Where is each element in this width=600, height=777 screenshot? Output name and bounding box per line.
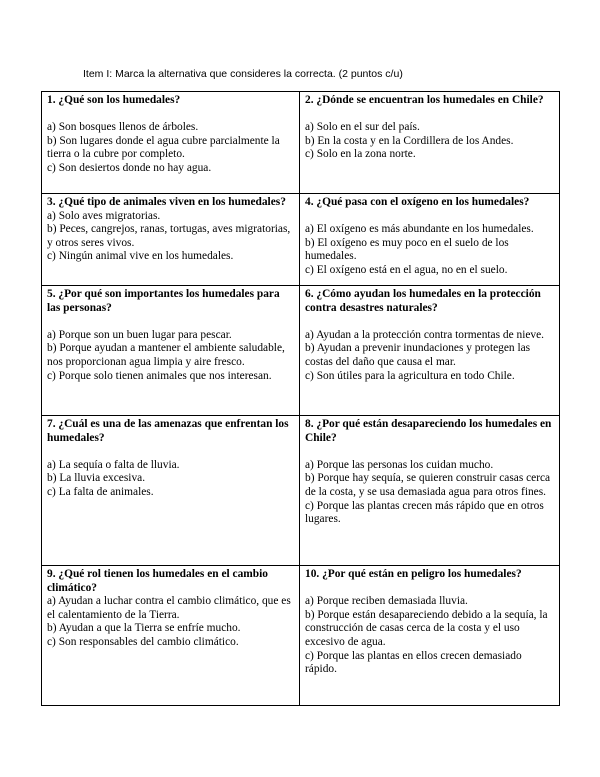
question-cell-9 bbox=[42, 566, 300, 706]
quiz-table bbox=[41, 91, 560, 706]
option-a[interactable]: a) Ayudan a la protección contra tormentas de nieve. bbox=[305, 328, 545, 341]
question-title: 9. ¿Qué rol tienen los humedales en el cambio climático? bbox=[47, 568, 268, 594]
option-b[interactable]: b) Son lugares donde el agua cubre parcialmente la tierra o la cubre por completo. bbox=[47, 134, 280, 161]
option-c[interactable]: c) Ningún animal vive en los humedales. bbox=[47, 250, 234, 263]
option-a[interactable]: a) Porque las personas los cuidan mucho. bbox=[305, 458, 494, 471]
option-b[interactable]: b) Peces, cangrejos, ranas, tortugas, aves migratorias, y otros seres vivos. bbox=[47, 223, 291, 249]
question-title: 7. ¿Cuál es una de las amenazas que enfrentan los humedales? bbox=[47, 418, 289, 444]
question-title: 6. ¿Cómo ayudan los humedales en la protección contra desastres naturales? bbox=[305, 288, 541, 314]
question-cell-1 bbox=[42, 92, 300, 194]
question-cell-6 bbox=[300, 286, 560, 416]
option-c[interactable]: c) Porque las plantas crecen más rápido que en otros lugares. bbox=[305, 499, 544, 526]
option-c[interactable]: c) Son útiles para la agricultura en todo Chile. bbox=[305, 369, 515, 382]
question-title: 4. ¿Qué pasa con el oxígeno en los humedales? bbox=[305, 196, 530, 208]
question-title: 8. ¿Por qué están desapareciendo los humedales en Chile? bbox=[305, 418, 552, 444]
table-row bbox=[42, 416, 560, 566]
option-a[interactable]: a) Solo aves migratorias. bbox=[47, 209, 161, 222]
table-row bbox=[42, 194, 560, 286]
option-a[interactable]: a) Solo en el sur del país. bbox=[305, 121, 420, 134]
question-title: 5. ¿Por qué son importantes los humedales para las personas? bbox=[47, 288, 280, 314]
option-c[interactable]: c) Porque las plantas en ellos crecen demasiado rápido. bbox=[305, 649, 522, 676]
option-c[interactable]: c) Son desiertos donde no hay agua. bbox=[47, 161, 212, 174]
option-b[interactable]: b) En la costa y en la Cordillera de los Andes. bbox=[305, 134, 514, 147]
option-b[interactable]: b) Ayudan a que la Tierra se enfríe mucho. bbox=[47, 622, 241, 635]
question-cell-8 bbox=[300, 416, 560, 566]
option-c[interactable]: c) Solo en la zona norte. bbox=[305, 148, 416, 161]
option-a[interactable]: a) El oxígeno es más abundante en los humedales. bbox=[305, 223, 534, 236]
question-title: 10. ¿Por qué están en peligro los humedales? bbox=[305, 568, 522, 580]
question-title: 1. ¿Qué son los humedales? bbox=[47, 94, 181, 106]
question-cell-2 bbox=[300, 92, 560, 194]
question-cell-3 bbox=[42, 194, 300, 286]
option-a[interactable]: a) Ayudan a luchar contra el cambio climático, que es el calentamiento de la Tierra. bbox=[47, 595, 291, 621]
question-title: 3. ¿Qué tipo de animales viven en los humedales? bbox=[47, 196, 286, 208]
option-c[interactable]: c) El oxígeno está en el agua, no en el suelo. bbox=[305, 263, 508, 276]
question-cell-10 bbox=[300, 566, 560, 706]
option-b[interactable]: b) La lluvia excesiva. bbox=[47, 472, 146, 485]
option-c[interactable]: c) La falta de animales. bbox=[47, 485, 154, 498]
table-row bbox=[42, 92, 560, 194]
option-a[interactable]: a) Porque reciben demasiada lluvia. bbox=[305, 595, 468, 608]
option-c[interactable]: c) Son responsables del cambio climático. bbox=[47, 635, 239, 648]
option-a[interactable]: a) Son bosques llenos de árboles. bbox=[47, 121, 199, 134]
option-b[interactable]: b) Porque están desapareciendo debido a la sequía, la construcción de casas cerca de la costa y el uso excesivo de agua. bbox=[305, 608, 548, 648]
instructions-heading: Item I: Marca la alternativa que consideres la correcta. (2 puntos c/u) bbox=[83, 68, 403, 80]
table-row bbox=[42, 286, 560, 416]
table-row bbox=[42, 566, 560, 706]
question-title: 2. ¿Dónde se encuentran los humedales en Chile? bbox=[305, 94, 544, 106]
question-cell-5 bbox=[42, 286, 300, 416]
question-cell-7 bbox=[42, 416, 300, 566]
option-a[interactable]: a) La sequía o falta de lluvia. bbox=[47, 458, 180, 471]
option-a[interactable]: a) Porque son un buen lugar para pescar. bbox=[47, 328, 232, 341]
option-b[interactable]: b) Porque hay sequía, se quieren construir casas cerca de la costa, y se usa demasiada agua para otros fines. bbox=[305, 472, 551, 498]
option-b[interactable]: b) Ayudan a prevenir inundaciones y protegen las costas del daño que causa el mar. bbox=[305, 342, 531, 368]
option-c[interactable]: c) Porque solo tienen animales que nos interesan. bbox=[47, 369, 272, 382]
question-cell-4 bbox=[300, 194, 560, 286]
option-b[interactable]: b) Porque ayudan a mantener el ambiente saludable, nos proporcionan agua limpia y aire fresco. bbox=[47, 342, 285, 368]
option-b[interactable]: b) El oxígeno es muy poco en el suelo de los humedales. bbox=[305, 236, 509, 263]
